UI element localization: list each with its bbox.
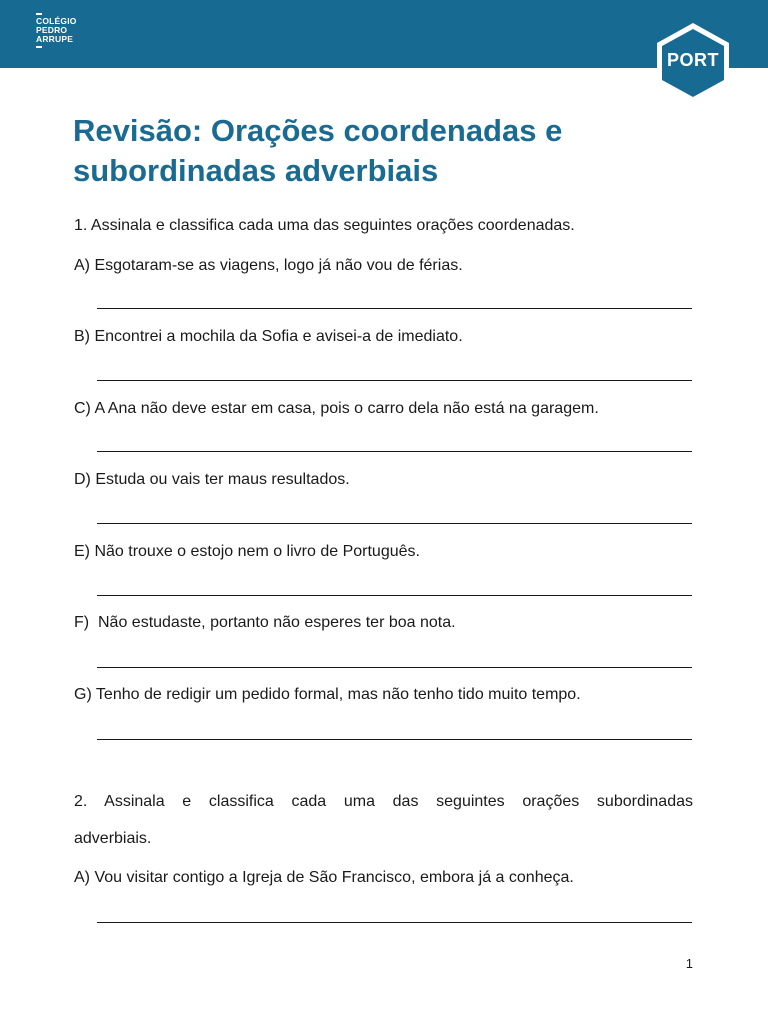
answer-line-1d[interactable]: [97, 523, 692, 524]
logo-dash-top: [36, 13, 42, 15]
answer-line-1a[interactable]: [97, 308, 692, 309]
section-1-item-g: G) Tenho de redigir um pedido formal, mas não tenho tido muito tempo.: [74, 686, 581, 703]
subject-badge-label: PORT: [666, 50, 719, 70]
section-1-item-a: A) Esgotaram-se as viagens, logo já não vou de férias.: [74, 257, 463, 274]
logo-line-3: ARRUPE: [36, 34, 74, 44]
section-1-instruction: 1. Assinala e classifica cada uma das seguintes orações coordenadas.: [74, 217, 575, 234]
section-1-item-d: D) Estuda ou vais ter maus resultados.: [74, 471, 350, 488]
section-1-item-c: C) A Ana não deve estar em casa, pois o carro dela não está na garagem.: [74, 400, 599, 417]
section-2-instruction-line-2: adverbiais.: [74, 830, 152, 847]
answer-line-1g[interactable]: [97, 739, 692, 740]
answer-line-1f[interactable]: [97, 667, 692, 668]
answer-line-1c[interactable]: [97, 451, 692, 452]
logo-line-2: PEDRO: [36, 25, 68, 35]
page-title: Revisão: Orações coordenadas e subordinadas adverbiais: [73, 113, 563, 188]
section-2-item-a: A) Vou visitar contigo a Igreja de São Francisco, embora já a conheça.: [74, 869, 574, 886]
answer-line-1e[interactable]: [97, 595, 692, 596]
logo-line-1: COLÉGIO: [36, 16, 77, 26]
page-number: 1: [685, 956, 693, 971]
section-2-instruction-line-1: 2. Assinala e classifica cada uma das seguintes orações subordinadas: [74, 793, 693, 810]
school-logo: [36, 13, 77, 48]
section-1-item-b: B) Encontrei a mochila da Sofia e avisei-a de imediato.: [74, 328, 463, 345]
section-1-item-e: E) Não trouxe o estojo nem o livro de Português.: [74, 543, 420, 560]
section-1-item-f: F) Não estudaste, portanto não esperes ter boa nota.: [74, 614, 456, 631]
subject-badge: [652, 22, 734, 104]
logo-dash-bottom: [36, 46, 42, 48]
answer-line-1b[interactable]: [97, 380, 692, 381]
answer-line-2a[interactable]: [97, 922, 692, 923]
